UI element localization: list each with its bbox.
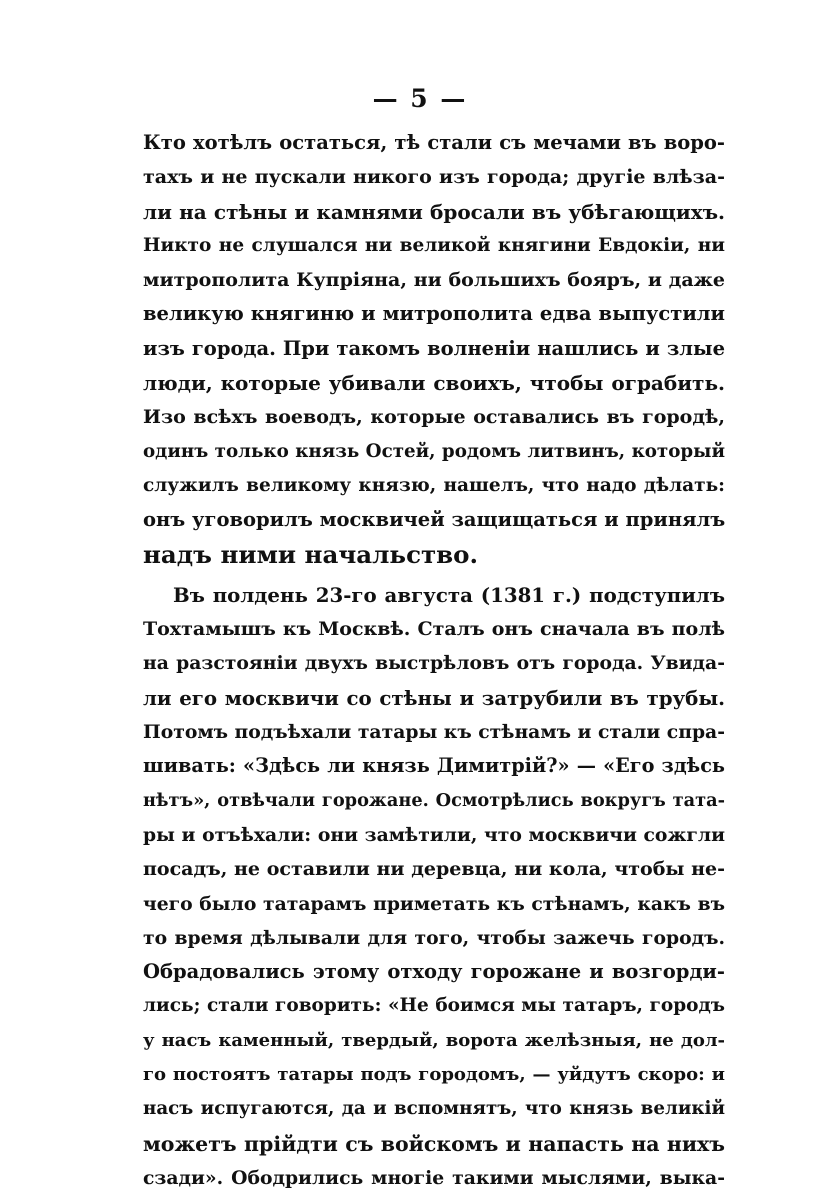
text-line: сзади». Ободрились многіе такими мыслями, выка- [143,1166,725,1189]
paragraph-1 [143,126,725,572]
text-line: можетъ прійдти съ войскомъ и напасть на нихъ [143,1131,725,1156]
text-line: то время дѣлывали для того, чтобы зажечь городъ. [143,926,725,949]
text-line: нѣтъ», отвѣчали горожане. Осмотрѣлись вокругъ тата- [143,789,725,811]
text-line: шивать: «Здѣсь ли князь Димитрій?» — «Его здѣсь [143,754,725,778]
paragraph-2 [143,578,725,1195]
text-line: онъ уговорилъ москвичей защищаться и принялъ [143,508,726,532]
text-line: одинъ только князь Остей, родомъ литвинъ, который [143,440,725,462]
text-line: чего было татарамъ приметать къ стѣнамъ, какъ въ [143,892,725,915]
text-line: тахъ и не пускали никого изъ города; другіе влѣза- [143,166,725,189]
text-line: насъ испугаются, да и вспомнятъ, что князь великій [143,1098,725,1120]
text-line: митрополита Купріяна, ни большихъ бояръ, и даже [143,269,725,292]
text-line: у насъ каменный, твердый, ворота желѣзныя, не дол- [143,1029,725,1051]
body-text [143,126,725,1195]
text-line: ры и отъѣхали: они замѣтили, что москвичи сожгли [143,823,725,846]
page-number: — 5 — [372,84,468,113]
text-line: Въ полдень 23-го августа (1381 г.) подступилъ [173,582,725,607]
text-line: посадъ, не оставили ни деревца, ни кола, чтобы не- [143,858,725,881]
text-line: Тохтамышъ къ Москвѣ. Сталъ онъ сначала въ полѣ [143,618,725,641]
text-line: на разстояніи двухъ выстрѣловъ отъ города. Увида- [143,652,725,675]
text-line: великую княгиню и митрополита едва выпустили [143,302,725,326]
text-line: служилъ великому князю, нашелъ, что надо дѣлать: [143,474,725,496]
text-line: лись; стали говорить: «Не боимся мы татаръ, городъ [143,995,725,1017]
text-line: Кто хотѣлъ остаться, тѣ стали съ мечами въ воро- [143,131,725,154]
text-line: Изо всѣхъ воеводъ, которые оставались въ городѣ, [143,406,725,429]
text-line: ли на стѣны и камнями бросали въ убѣгающихъ. [143,199,725,224]
text-line: Никто не слушался ни великой княгини Евдокіи, ни [143,234,725,256]
text-line: изъ города. При такомъ волненіи нашлись и злые [143,336,725,360]
text-line: надъ ними начальство. [143,539,479,569]
text-line: го постоятъ татары подъ городомъ, — уйдутъ скоро: и [143,1064,725,1086]
text-line: Обрадовались этому отходу горожане и возгорди- [143,960,725,984]
text-line: ли его москвичи со стѣны и затрубили въ трубы. [143,685,725,710]
text-line: люди, которые убивали своихъ, чтобы ограбить. [143,371,725,396]
text-line: Потомъ подъѣхали татары къ стѣнамъ и стали спра- [143,721,725,744]
